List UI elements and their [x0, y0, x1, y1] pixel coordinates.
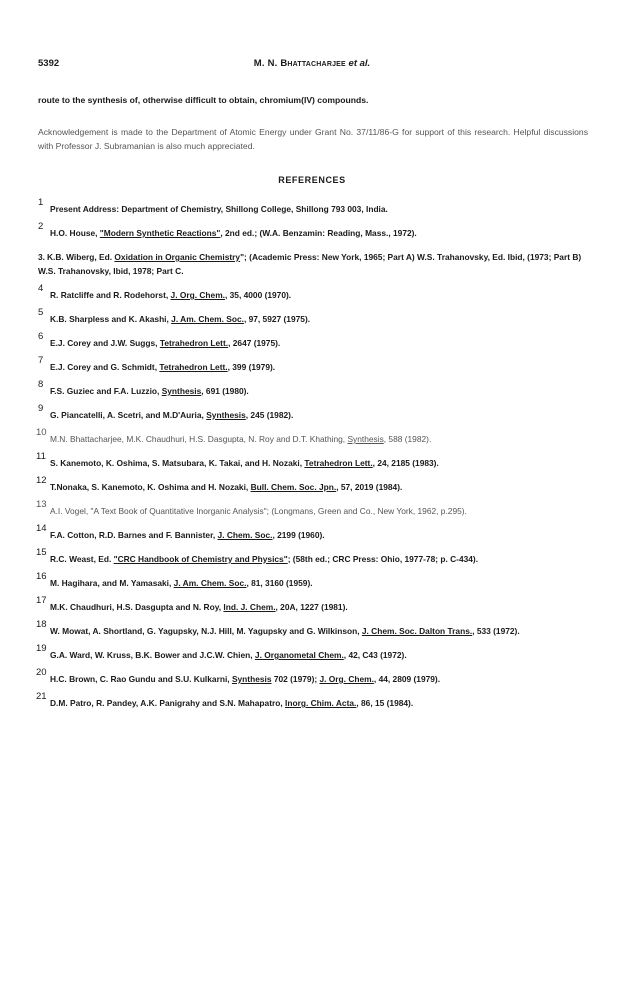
reference-journal: Inorg. Chim. Acta. [285, 698, 357, 708]
body-paragraph-1: route to the synthesis of, otherwise difficult to obtain, chromium(IV) compounds. [38, 95, 369, 105]
running-head-author: M. N. Bhattacharjee [253, 58, 346, 69]
reference-authors: M. Hagihara, and M. Yamasaki, [50, 578, 174, 588]
reference-title: "CRC Handbook of Chemistry and Physics" [113, 554, 288, 564]
page-number: 5392 [38, 58, 60, 69]
reference-authors: H.C. Brown, C. Rao Gundu and S.U. Kulkarni, [50, 674, 232, 684]
reference-journal: Bull. Chem. Soc. Jpn. [250, 482, 337, 492]
reference-number: 2 [38, 221, 44, 232]
reference-text: A.I. Vogel, "A Text Book of Quantitative Inorganic Analysis"; (Longmans, Green and Co., New York, 1962, p.295). [50, 506, 467, 516]
reference-details: ; (58th ed.; CRC Press: Ohio, 1977-78; p. C-434). [287, 554, 479, 564]
reference-authors: T.Nonaka, S. Kanemoto, K. Oshima and H. Nozaki, [50, 482, 251, 492]
reference-item [38, 307, 588, 326]
reference-details: , 86, 15 (1984). [356, 698, 414, 708]
reference-number: 8 [38, 379, 44, 390]
reference-number: 1 [38, 197, 44, 208]
reference-details: 702 (1979); [271, 674, 320, 684]
reference-details: , 97, 5927 (1975). [243, 314, 311, 324]
reference-item [36, 691, 588, 710]
reference-journal: Tetrahedron Lett. [304, 458, 373, 468]
reference-authors: W. Mowat, A. Shortland, G. Yagupsky, N.J. Hill, M. Yagupsky and G. Wilkinson, [50, 626, 362, 636]
reference-journal: Tetrahedron Lett. [159, 362, 228, 372]
reference-details: , 44, 2809 (1979). [373, 674, 441, 684]
reference-title: "Modern Synthetic Reactions" [99, 228, 221, 238]
reference-details: "; (Academic Press: New York, 1965; Part A) W.S. Trahanovsky, Ed. Ibid, (1973; Part B) W.S. Trahanovsky, Ibid, 1978; Part C. [38, 252, 582, 276]
reference-number: 19 [36, 643, 47, 654]
reference-number: 9 [38, 403, 44, 414]
page-header [38, 58, 586, 72]
reference-journal: J. Chem. Soc. Dalton Trans. [361, 626, 473, 636]
reference-journal: J. Organometal Chem. [254, 650, 344, 660]
reference-number: 11 [36, 451, 46, 462]
reference-journal: J. Org. Chem. [170, 290, 225, 300]
reference-number: 14 [36, 523, 47, 534]
reference-item [38, 283, 588, 302]
references-list [36, 197, 588, 720]
reference-authors: S. Kanemoto, K. Oshima, S. Matsubara, K. Takai, and H. Nozaki, [50, 458, 305, 468]
reference-item [36, 499, 588, 518]
reference-journal: Synthesis [231, 674, 272, 684]
reference-number: 6 [38, 331, 44, 342]
reference-text: Present Address: Department of Chemistry, Shillong College, Shillong 793 003, India. [50, 204, 388, 214]
reference-details: , 533 (1972). [472, 626, 520, 636]
reference-authors: D.M. Patro, R. Pandey, A.K. Panigrahy and S.N. Mahapatro, [50, 698, 286, 708]
reference-item [36, 667, 588, 686]
reference-details: , 2647 (1975). [228, 338, 281, 348]
reference-authors: G.A. Ward, W. Kruss, B.K. Bower and J.C.W. Chien, [50, 650, 255, 660]
reference-details: , 399 (1979). [227, 362, 276, 372]
reference-number: 12 [36, 475, 47, 486]
reference-authors: F.S. Guziec and F.A. Luzzio, [50, 386, 162, 396]
reference-number: 17 [36, 595, 47, 606]
running-head-etal: et al. [345, 58, 371, 69]
reference-number: 3. [38, 252, 45, 262]
reference-item [36, 619, 588, 638]
reference-details: , 2nd ed.; (W.A. Benzamin: Reading, Mass., 1972). [220, 228, 417, 238]
reference-journal: Synthesis [206, 410, 246, 420]
reference-item [36, 643, 588, 662]
reference-number: 15 [36, 547, 47, 558]
reference-item [38, 197, 588, 216]
reference-item [36, 547, 588, 566]
reference-details: , 57, 2019 (1984). [336, 482, 403, 492]
reference-authors: R.C. Weast, Ed. [50, 554, 114, 564]
reference-number: 5 [38, 307, 44, 318]
reference-item [36, 475, 588, 494]
reference-title: Oxidation in Organic Chemistry [114, 252, 241, 262]
reference-authors: G. Piancatelli, A. Scetri, and M.D'Auria, [50, 410, 207, 420]
reference-details: , 691 (1980). [201, 386, 249, 396]
reference-item [38, 403, 588, 422]
reference-item [38, 250, 588, 278]
reference-authors: M.K. Chaudhuri, H.S. Dasgupta and N. Roy, [50, 602, 224, 612]
reference-item [38, 331, 588, 350]
reference-number: 20 [36, 667, 47, 678]
reference-number: 7 [38, 355, 44, 366]
reference-authors: R. Ratcliffe and R. Rodehorst, [50, 290, 171, 300]
reference-journal: J. Am. Chem. Soc. [171, 314, 244, 324]
reference-item [36, 523, 588, 542]
reference-item [36, 451, 588, 470]
reference-details: , 42, C43 (1972). [343, 650, 407, 660]
reference-item [38, 355, 588, 374]
reference-authors: F.A. Cotton, R.D. Barnes and F. Bannister, [50, 530, 218, 540]
reference-item [38, 379, 588, 398]
reference-details: , 81, 3160 (1959). [246, 578, 313, 588]
reference-authors: K.B. Sharpless and K. Akashi, [50, 314, 172, 324]
reference-journal: Ind. J. Chem. [223, 602, 276, 612]
reference-number: 10 [36, 427, 47, 438]
reference-details: , 24, 2185 (1983). [372, 458, 439, 468]
reference-details: , 245 (1982). [245, 410, 294, 420]
reference-number: 18 [36, 619, 47, 630]
reference-journal: J. Org. Chem. [319, 674, 374, 684]
reference-journal: J. Chem. Soc. [217, 530, 273, 540]
reference-authors: E.J. Corey and J.W. Suggs, [50, 338, 160, 348]
running-head [38, 58, 586, 69]
reference-details: , 20A, 1227 (1981). [275, 602, 348, 612]
reference-number: 13 [36, 499, 47, 510]
reference-authors: M.N. Bhattacharjee, M.K. Chaudhuri, H.S. Dasgupta, N. Roy and D.T. Khathing, [50, 434, 348, 444]
reference-number: 16 [36, 571, 47, 582]
reference-details: , 2199 (1960). [272, 530, 325, 540]
reference-journal: Synthesis [161, 386, 202, 396]
acknowledgement-paragraph: Acknowledgement is made to the Department of Atomic Energy under Grant No. 37/11/86-G for support of this research. Helpful discussions with Professor J. Subramanian is also much appreciated. [38, 127, 588, 151]
reference-number: 21 [36, 691, 47, 702]
reference-journal: Synthesis [347, 434, 384, 444]
references-heading: REFERENCES [278, 175, 346, 185]
reference-item [36, 595, 588, 614]
reference-item [36, 571, 588, 590]
reference-journal: Tetrahedron Lett. [159, 338, 229, 348]
reference-item [36, 427, 588, 446]
reference-authors: E.J. Corey and G. Schmidt, [50, 362, 160, 372]
reference-details: , 35, 4000 (1970). [224, 290, 292, 300]
reference-authors: H.O. House, [50, 228, 100, 238]
reference-number: 4 [38, 283, 44, 294]
reference-authors: K.B. Wiberg, Ed. [47, 252, 115, 262]
reference-journal: J. Am. Chem. Soc. [173, 578, 247, 588]
reference-details: , 588 (1982). [383, 434, 432, 444]
reference-item [38, 221, 588, 240]
